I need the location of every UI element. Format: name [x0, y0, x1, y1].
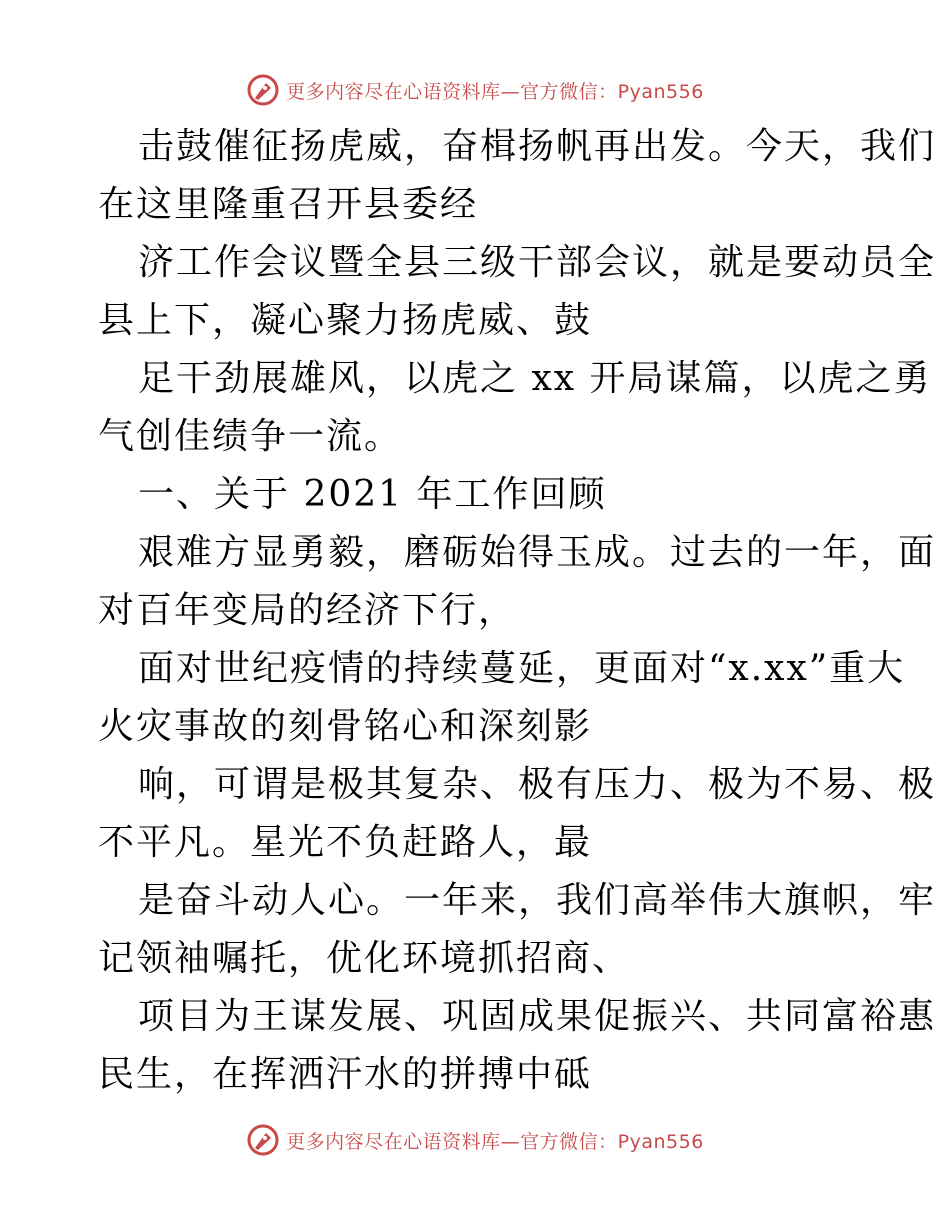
text-line: 艰难方显勇毅，磨砺始得玉成。过去的一年，面: [138, 532, 937, 573]
text-line: 不平凡。星光不负赶路人，最: [98, 822, 593, 863]
text-line: 对百年变局的经济下行，: [98, 590, 517, 631]
watermark-text: 更多内容尽在心语资料库—官方微信：Pyan556: [286, 1130, 704, 1153]
text-line: 项目为王谋发展、巩固成果促振兴、共同富裕惠: [138, 996, 937, 1037]
footer-watermark: [0, 1120, 950, 1160]
text-line: 火灾事故的刻骨铭心和深刻影: [98, 706, 593, 747]
text-line: 足干劲展雄风，以虎之 xx 开局谋篇，以虎之勇: [138, 358, 932, 399]
header-watermark: [0, 70, 950, 110]
pen-nib-circle-icon: [246, 73, 280, 107]
section-heading: 一、关于 2021 年工作回顾: [138, 474, 607, 515]
text-line: 击鼓催征扬虎威，奋楫扬帆再出发。今天，我们: [138, 126, 937, 167]
document-body: [98, 118, 937, 1104]
text-line: 民生，在挥洒汗水的拼搏中砥: [98, 1054, 593, 1095]
pen-nib-circle-icon: [246, 1123, 280, 1157]
text-line: 气创佳绩争一流。: [98, 416, 403, 457]
watermark-text: 更多内容尽在心语资料库—官方微信：Pyan556: [286, 80, 704, 103]
text-line: 面对世纪疫情的持续蔓延，更面对“x.xx”重大: [138, 648, 906, 689]
text-line: 在这里隆重召开县委经: [98, 184, 479, 225]
text-line: 记领袖嘱托，优化环境抓招商、: [98, 938, 631, 979]
text-line: 县上下，凝心聚力扬虎威、鼓: [98, 300, 593, 341]
text-line: 是奋斗动人心。一年来，我们高举伟大旗帜，牢: [138, 880, 937, 921]
text-line: 济工作会议暨全县三级干部会议，就是要动员全: [138, 242, 937, 283]
text-line: 响，可谓是极其复杂、极有压力、极为不易、极: [138, 764, 937, 805]
